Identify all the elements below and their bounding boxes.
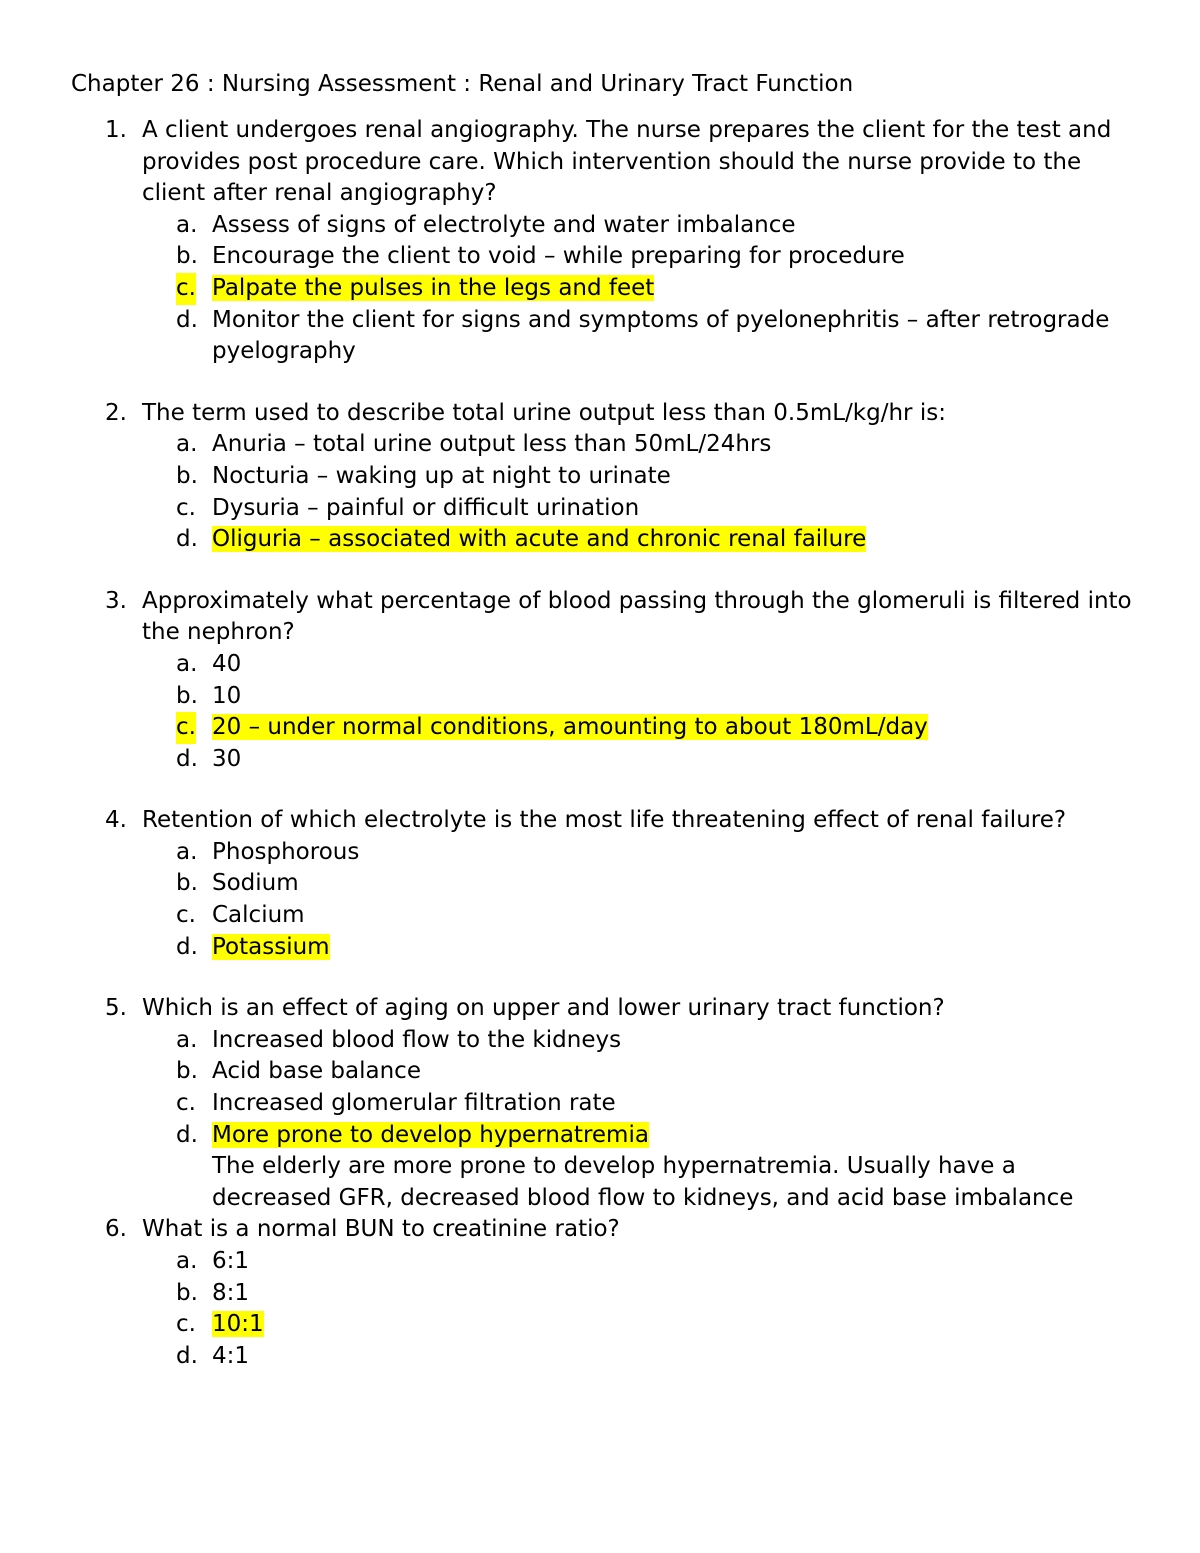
option-a (0, 1025, 1200, 1057)
option-text: 40 (212, 650, 242, 677)
question-text: Which is an effect of aging on upper and lower urinary tract function? (142, 995, 945, 1022)
option-letter: d. (176, 526, 198, 553)
option-list (0, 1025, 1200, 1151)
option-letter: b. (176, 1279, 198, 1306)
option-text: Monitor the client for signs and symptoms of pyelonephritis – after retrograde pyelography (212, 306, 1110, 365)
option-d-correct (0, 1120, 1200, 1152)
option-d (0, 1341, 1200, 1373)
option-text: Encourage the client to void – while preparing for procedure (212, 243, 905, 270)
option-letter: b. (176, 870, 198, 897)
option-letter: d. (176, 306, 198, 333)
option-letter: c. (176, 902, 196, 929)
option-letter: c. (176, 712, 196, 744)
option-letter: a. (176, 650, 198, 677)
question-2 (0, 398, 1200, 556)
question-number: 4. (105, 807, 127, 834)
document-title: Chapter 26 : Nursing Assessment : Renal and Urinary Tract Function (71, 71, 854, 97)
option-b (0, 681, 1200, 713)
question-list (0, 115, 1200, 1402)
option-c (0, 900, 1200, 932)
question-text: Retention of which electrolyte is the most life threatening effect of renal failure? (142, 807, 1067, 834)
answer-explanation: The elderly are more prone to develop hypernatremia. Usually have a decreased GFR, decreased blood flow to kidneys, and acid base imbalance (212, 1153, 1074, 1211)
option-b (0, 461, 1200, 493)
option-c-correct (0, 1309, 1200, 1341)
option-text: Anuria – total urine output less than 50mL/24hrs (212, 431, 772, 458)
question-6 (0, 1214, 1200, 1372)
option-letter: b. (176, 462, 198, 489)
option-b (0, 1056, 1200, 1088)
highlighted-answer: Potassium (212, 933, 330, 960)
option-text: Dysuria – painful or difficult urination (212, 494, 640, 521)
highlighted-answer: 10:1 (212, 1311, 264, 1338)
highlighted-answer: Palpate the pulses in the legs and feet (212, 274, 655, 301)
option-list (0, 429, 1200, 555)
option-text: Increased blood flow to the kidneys (212, 1026, 622, 1053)
option-letter: c. (176, 494, 196, 521)
question-text: Approximately what percentage of blood passing through the glomeruli is filtered into the nephron? (142, 587, 1132, 646)
option-b (0, 241, 1200, 273)
option-text: 6:1 (212, 1248, 250, 1274)
highlighted-answer: Oliguria – associated with acute and chronic renal failure (212, 526, 867, 553)
option-letter: a. (176, 431, 198, 458)
question-text: What is a normal BUN to creatinine ratio? (142, 1216, 620, 1243)
question-4 (0, 805, 1200, 963)
option-letter: c. (176, 1090, 196, 1117)
option-letter: a. (176, 1026, 198, 1053)
option-a (0, 837, 1200, 869)
option-d-correct (0, 932, 1200, 964)
option-text: Assess of signs of electrolyte and water imbalance (212, 211, 796, 238)
option-a (0, 1246, 1200, 1278)
question-number: 1. (105, 117, 127, 143)
option-letter: b. (176, 243, 198, 270)
option-c-correct (0, 712, 1200, 744)
option-letter: b. (176, 682, 198, 709)
question-number: 5. (105, 995, 127, 1022)
option-letter: a. (176, 1248, 198, 1274)
option-a (0, 210, 1200, 242)
option-letter: d. (176, 1342, 198, 1369)
option-list (0, 210, 1200, 368)
option-text: Nocturia – waking up at night to urinate (212, 462, 671, 489)
option-c-correct (0, 273, 1200, 305)
option-text: Phosphorous (212, 838, 360, 865)
option-c (0, 1088, 1200, 1120)
option-a (0, 649, 1200, 681)
question-3 (0, 586, 1200, 776)
option-letter: a. (176, 211, 198, 238)
option-text: 4:1 (212, 1342, 250, 1369)
option-letter: d. (176, 1121, 198, 1148)
option-d (0, 744, 1200, 776)
question-number: 6. (105, 1216, 127, 1243)
option-letter: b. (176, 1058, 198, 1085)
option-b (0, 868, 1200, 900)
option-list (0, 837, 1200, 963)
option-text: Acid base balance (212, 1058, 421, 1085)
question-1 (0, 115, 1200, 368)
option-text: 8:1 (212, 1279, 250, 1306)
option-text: 10 (212, 682, 242, 709)
option-letter: a. (176, 838, 198, 865)
option-text: Calcium (212, 902, 305, 929)
option-a (0, 429, 1200, 461)
highlighted-answer: 20 – under normal conditions, amounting to about 180mL/day (212, 714, 928, 741)
option-letter: c. (176, 1311, 196, 1338)
option-text: Increased glomerular filtration rate (212, 1090, 616, 1117)
option-b (0, 1278, 1200, 1310)
option-d-correct (0, 524, 1200, 556)
option-letter: c. (176, 273, 196, 305)
question-number: 3. (105, 587, 127, 614)
question-number: 2. (105, 399, 127, 426)
option-list (0, 649, 1200, 775)
option-letter: d. (176, 745, 198, 772)
option-letter: d. (176, 933, 198, 960)
question-5 (0, 993, 1200, 1214)
option-list (0, 1246, 1200, 1372)
question-text: A client undergoes renal angiography. The nurse prepares the client for the test and provides post procedure care. Which intervention should the nurse provide to the client after renal angiography? (142, 117, 1112, 207)
option-text: 30 (212, 745, 242, 772)
highlighted-answer: More prone to develop hypernatremia (212, 1121, 649, 1148)
option-d (0, 305, 1200, 368)
option-c (0, 493, 1200, 525)
question-text: The term used to describe total urine output less than 0.5mL/kg/hr is: (142, 399, 946, 426)
option-text: Sodium (212, 870, 299, 897)
